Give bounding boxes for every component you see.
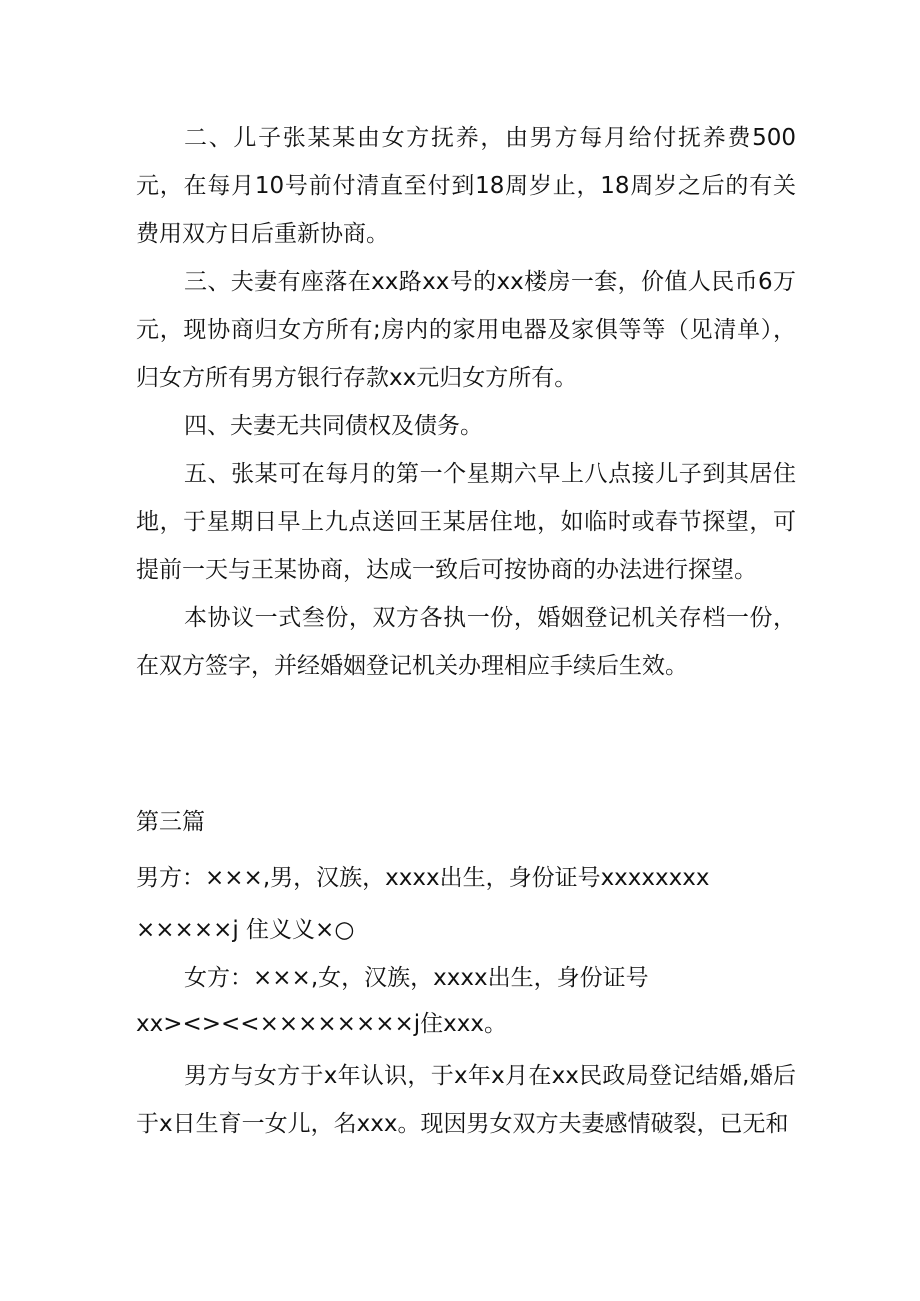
clause-two-paragraph: 二、儿子张某某由女方抚养，由男方每月给付抚养费500元，在每月10号前付清直至付到18周岁止，18周岁之后的有关费用双方日后重新协商。 [136, 125, 796, 247]
section-heading: 第三篇 [136, 809, 205, 835]
male-party-line-continued: ×××××j 住义义×○ [136, 917, 355, 943]
female-party-line-continued: xx><><<××××××××j住xxx。 [136, 1011, 507, 1037]
marriage-history-paragraph: 男方与女方于x年认识，于x年x月在xx民政局登记结婚,婚后于x日生育一女儿，名xxx。现因男女双方夫妻感情破裂，已无和 [136, 1063, 796, 1137]
agreement-copies-paragraph: 本协议一式叁份，双方各执一份，婚姻登记机关存档一份，在双方签字，并经婚姻登记机关办理相应手续后生效。 [136, 605, 796, 679]
male-party-line: 男方：×××,男，汉族，xxxx出生，身份证号xxxxxxxx [136, 865, 710, 891]
clause-five-paragraph: 五、张某可在每月的第一个星期六早上八点接儿子到其居住地，于星期日早上九点送回王某居住地，如临时或春节探望，可提前一天与王某协商，达成一致后可按协商的办法进行探望。 [136, 461, 796, 583]
female-party-line: 女方：×××,女，汉族，xxxx出生，身份证号 [184, 965, 649, 991]
clause-three-paragraph: 三、夫妻有座落在xx路xx号的xx楼房一套，价值人民币6万元，现协商归女方所有;房内的家用电器及家俱等等（见清单），归女方所有男方银行存款xx元归女方所有。 [136, 269, 796, 391]
clause-four-paragraph: 四、夫妻无共同债权及债务。 [184, 413, 483, 439]
